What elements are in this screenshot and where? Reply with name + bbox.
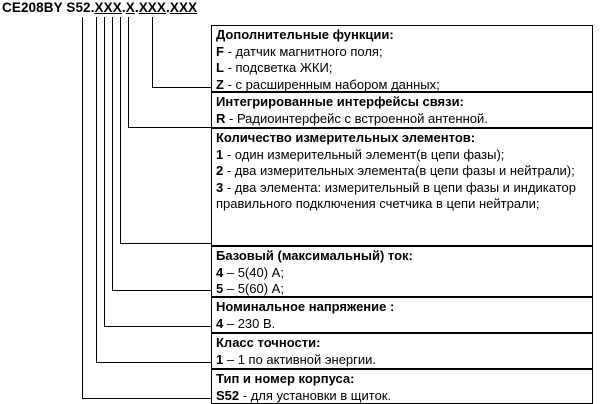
box-title: Номинальное напряжение : — [216, 299, 395, 314]
box-additional-functions — [211, 25, 593, 92]
box-case-type — [211, 369, 593, 404]
connector-elements — [121, 17, 212, 244]
option-row: F - датчик магнитного поля; — [216, 43, 383, 59]
code-separator: . — [90, 0, 95, 15]
connector-functions — [153, 17, 212, 88]
code-separator: . — [121, 0, 126, 15]
option-row: 2 - два измерительных элемента(в цепи фазы и нейтрали); — [216, 163, 575, 178]
connector-interfaces — [129, 17, 212, 128]
box-measuring-elements — [211, 128, 593, 246]
box-title: Тип и номер корпуса: — [216, 371, 355, 386]
option-row: R - Радиоинтерфейс с встроенной антенной. — [216, 110, 488, 126]
option-row: 5 – 5(60) А; — [216, 281, 284, 296]
code-part-interfaces: XXX — [138, 0, 167, 15]
box-title: Базовый (максимальный) ток: — [216, 248, 413, 263]
box-nominal-voltage — [211, 297, 593, 333]
option-row: 4 – 230 В. — [216, 315, 276, 331]
box-title: Интегрированные интерфейсы связи: — [216, 94, 464, 109]
box-title: Дополнительные функции: — [216, 27, 394, 42]
option-row: Z - с расширенным набором данных; — [216, 76, 440, 92]
code-part-elements: X — [125, 0, 135, 15]
option-row: 1 - один измерительный элемент(в цепи фазы); — [216, 146, 505, 162]
option-row: L - подсветка ЖКИ; — [216, 60, 333, 75]
code-part-case: S52 — [66, 0, 91, 15]
connector-accuracy — [97, 17, 212, 363]
box-title: Количество измерительных элементов: — [216, 130, 476, 145]
option-row: S52 - для установки в щиток. — [216, 387, 392, 403]
option-row: 1 – 1 по активной энергии. — [216, 351, 377, 367]
code-base: CE208BY — [2, 0, 67, 15]
connector-current — [113, 17, 212, 291]
option-row: 4 – 5(40) А; — [216, 264, 284, 280]
code-separator: . — [166, 0, 170, 15]
box-base-current — [211, 246, 593, 297]
box-accuracy-class — [211, 333, 593, 369]
connector-case — [83, 17, 212, 399]
code-part-functions: XXX — [169, 0, 198, 15]
code-separator: . — [134, 0, 139, 15]
code-part-accuracy-current: XXX — [94, 0, 122, 15]
option-row: 3 - два элемента: измерительный в цепи фазы и индикатор правильного подключения счетчика в цепи нейтрали; — [216, 179, 576, 211]
box-communication-interfaces — [211, 92, 593, 128]
box-title: Класс точности: — [216, 335, 321, 350]
